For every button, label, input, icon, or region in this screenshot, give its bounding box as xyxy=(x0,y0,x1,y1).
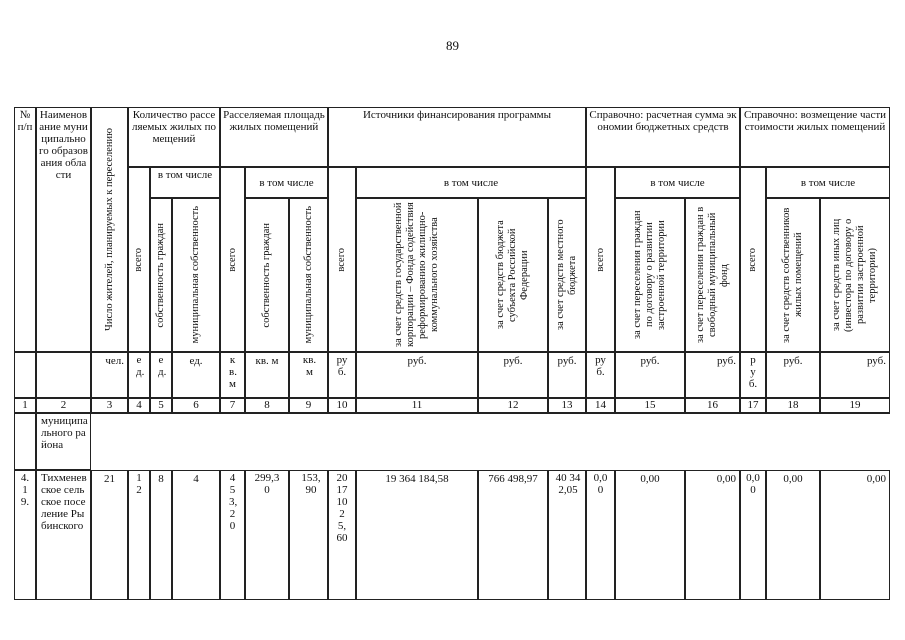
units-c4: ед. xyxy=(128,352,150,398)
colnum-12: 12 xyxy=(478,398,548,413)
header-ref2-incl: в том числе xyxy=(766,167,890,198)
header-rooms-group: Количество расселяемых жилых помещений xyxy=(128,107,220,167)
colnum-15: 15 xyxy=(615,398,685,413)
colnum-11: 11 xyxy=(356,398,478,413)
row1-area-mun: 153,90 xyxy=(289,470,328,600)
header-ref2-owners: за счет средств собственников жилых помещений xyxy=(766,198,820,352)
colnum-18: 18 xyxy=(766,398,820,413)
row1-fin-fund: 19 364 184,58 xyxy=(356,470,478,600)
units-c19: руб. xyxy=(820,352,890,398)
colnum-13: 13 xyxy=(548,398,586,413)
row1-fin-subject: 766 498,97 xyxy=(478,470,548,600)
row1-rooms-total: 12 xyxy=(128,470,150,600)
units-c11: руб. xyxy=(356,352,478,398)
colnum-4: 4 xyxy=(128,398,150,413)
header-ref2-group: Справочно: возмещение части стоимости жилых помещений xyxy=(740,107,890,167)
header-fin-local: за счет средств местного бюджета xyxy=(548,198,586,352)
row1-name: Тихменевское сельское поселение Рыбинского xyxy=(36,470,91,600)
header-area-group: Расселяемая площадь жилых помещений xyxy=(220,107,328,167)
units-c10: руб. xyxy=(328,352,356,398)
header-ref1-free: за счет переселения граждан в свободный муниципальный фонд xyxy=(685,198,740,352)
row1-ref2-owners: 0,00 xyxy=(766,470,820,600)
units-c18: руб. xyxy=(766,352,820,398)
header-fin-incl: в том числе xyxy=(356,167,586,198)
header-finance-group: Источники финансирования программы xyxy=(328,107,586,167)
units-c14: руб. xyxy=(586,352,615,398)
row1-residents: 21 xyxy=(91,470,128,600)
colnum-9: 9 xyxy=(289,398,328,413)
colnum-3: 3 xyxy=(91,398,128,413)
units-c5: ед. xyxy=(150,352,172,398)
header-rooms-incl: в том числе xyxy=(150,167,220,198)
colnum-1: 1 xyxy=(14,398,36,413)
colnum-16: 16 xyxy=(685,398,740,413)
header-area-total: всего xyxy=(220,167,245,352)
header-fin-total: всего xyxy=(328,167,356,352)
header-residents: Число жителей, планируемых к переселению xyxy=(91,107,128,352)
units-c13: руб. xyxy=(548,352,586,398)
units-c2 xyxy=(36,352,91,398)
row1-ref1-free: 0,00 xyxy=(685,470,740,600)
units-c9: кв. м xyxy=(289,352,328,398)
header-area-incl: в том числе xyxy=(245,167,328,198)
header-ref1-total: всего xyxy=(586,167,615,352)
units-c15: руб. xyxy=(615,352,685,398)
colnum-10: 10 xyxy=(328,398,356,413)
row1-ref2-total: 0,00 xyxy=(740,470,766,600)
colnum-5: 5 xyxy=(150,398,172,413)
header-ref1-dev: за счет переселения граждан по договору о развитии застроенной территории xyxy=(615,198,685,352)
units-c12: руб. xyxy=(478,352,548,398)
row1-fin-local: 40 342,05 xyxy=(548,470,586,600)
header-ref2-total: всего xyxy=(740,167,766,352)
colnum-2: 2 xyxy=(36,398,91,413)
row1-ref1-dev: 0,00 xyxy=(615,470,685,600)
row1-rooms-owned: 8 xyxy=(150,470,172,600)
units-c7: кв. м xyxy=(220,352,245,398)
units-c17: руб. xyxy=(740,352,766,398)
colnum-14: 14 xyxy=(586,398,615,413)
colnum-6: 6 xyxy=(172,398,220,413)
row0-c1 xyxy=(14,413,36,470)
header-ref1-group: Справочно: расчетная сумма экономии бюджетных средств xyxy=(586,107,740,167)
colnum-17: 17 xyxy=(740,398,766,413)
colnum-7: 7 xyxy=(220,398,245,413)
row1-ref1-total: 0,00 xyxy=(586,470,615,600)
row1-ref2-others: 0,00 xyxy=(820,470,890,600)
colnum-8: 8 xyxy=(245,398,289,413)
header-fin-fund: за счет средств государственной корпорации – Фонда содействия реформированию жилищно-коммунального хозяйства xyxy=(356,198,478,352)
header-area-mun: муниципальная собственность xyxy=(289,198,328,352)
units-c3: чел. xyxy=(91,352,128,398)
units-c8: кв. м xyxy=(245,352,289,398)
row1-area-owned: 299,30 xyxy=(245,470,289,600)
header-fin-subject: за счет средств бюджета субъекта Российской Федерации xyxy=(478,198,548,352)
header-rooms-total: всего xyxy=(128,167,150,352)
row1-fin-total: 20171025,60 xyxy=(328,470,356,600)
units-c6: ед. xyxy=(172,352,220,398)
page-number: 89 xyxy=(446,38,459,53)
colnum-19: 19 xyxy=(820,398,890,413)
row1-area-total: 453,20 xyxy=(220,470,245,600)
row0-rest xyxy=(91,413,890,470)
header-ref1-incl: в том числе xyxy=(615,167,740,198)
header-rooms-mun: муниципальная собственность xyxy=(172,198,220,352)
header-ref2-others: за счет средств иных лиц (инвестора по договору о развитии застроенной территории) xyxy=(820,198,890,352)
header-num: № п/п xyxy=(14,107,36,352)
header-area-owned: собственность граждан xyxy=(245,198,289,352)
row0-name: муниципального района xyxy=(36,413,91,470)
units-c16: руб. xyxy=(685,352,740,398)
row1-num: 4.19. xyxy=(14,470,36,600)
header-rooms-owned: собственность граждан xyxy=(150,198,172,352)
header-name: Наименование муниципального образования области xyxy=(36,107,91,352)
row1-rooms-mun: 4 xyxy=(172,470,220,600)
units-c1 xyxy=(14,352,36,398)
